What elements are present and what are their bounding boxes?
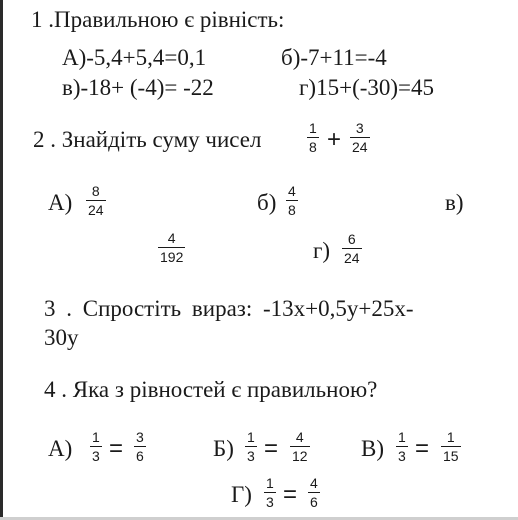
left-edge-shadow	[0, 0, 3, 520]
fraction-bar	[350, 137, 370, 138]
denominator: 12	[292, 448, 308, 465]
numerator: 1	[92, 429, 100, 445]
numerator: 8	[91, 183, 100, 199]
q4-option-a-label: А)	[48, 436, 73, 461]
q4-option-a-left-fraction	[90, 429, 102, 464]
denominator: 3	[92, 448, 100, 465]
plus-sign: +	[327, 126, 342, 153]
equals-sign: =	[415, 435, 430, 462]
q4-title: 4 . Яка з рівностей є правильною?	[44, 377, 378, 402]
q4-option-d-right-fraction	[308, 475, 320, 510]
equals-sign: =	[283, 481, 298, 508]
numerator: 3	[355, 120, 364, 136]
q2-option-d-label: г)	[313, 238, 331, 263]
numerator: 4	[295, 429, 304, 445]
q2-title: 2 . Знайдіть суму чисел	[33, 127, 262, 152]
q2-option-c-label: в)	[445, 190, 464, 215]
numerator: 4	[310, 475, 318, 491]
fraction-bar	[290, 446, 310, 447]
fraction-bar	[307, 137, 319, 138]
q1-option-a: А)-5,4+5,4=0,1	[62, 45, 207, 70]
q2-fraction-1	[307, 120, 319, 155]
fraction-bar	[286, 200, 298, 201]
numerator: 1	[398, 429, 406, 445]
q4-option-c-right-fraction	[441, 429, 461, 464]
q1-option-c: в)-18+ (-4)= -22	[62, 75, 214, 100]
denominator: 24	[88, 202, 104, 219]
fraction-bar	[264, 492, 276, 493]
q2-option-a-label: А)	[48, 190, 73, 215]
fraction-bar	[308, 492, 320, 493]
fraction-bar	[441, 446, 461, 447]
fraction-bar	[90, 446, 102, 447]
denominator: 6	[136, 448, 144, 465]
q3-line-2: 30у	[44, 325, 79, 350]
fraction-bar	[134, 446, 146, 447]
fraction-bar	[86, 200, 106, 201]
denominator: 6	[310, 494, 318, 511]
denominator: 3	[266, 494, 274, 511]
denominator: 192	[160, 249, 184, 266]
numerator: 4	[288, 183, 296, 199]
denominator: 8	[309, 139, 317, 156]
denominator: 3	[398, 448, 406, 465]
q4-option-b-right-fraction	[290, 429, 310, 464]
q4-option-d-label: Г)	[231, 482, 252, 507]
denominator: 3	[247, 448, 255, 465]
fraction-bar	[245, 446, 257, 447]
q2-option-b-fraction	[286, 183, 298, 218]
denominator: 8	[288, 202, 296, 219]
q2-option-d-fraction	[342, 231, 362, 266]
numerator: 1	[309, 120, 317, 136]
q4-option-a-right-fraction	[134, 429, 146, 464]
numerator: 3	[136, 429, 144, 445]
numerator: 1	[446, 429, 455, 445]
equals-sign: =	[264, 435, 279, 462]
denominator: 24	[352, 139, 368, 156]
numerator: 1	[247, 429, 255, 445]
q1-title: 1 .Правильною є рівність:	[31, 7, 285, 32]
fraction-bar	[396, 446, 408, 447]
q4-option-b-left-fraction	[245, 429, 257, 464]
numerator: 1	[266, 475, 274, 491]
numerator: 6	[347, 231, 356, 247]
q1-option-b: б)-7+11=-4	[281, 45, 387, 70]
numerator: 4	[167, 230, 176, 246]
q2-option-c-fraction	[158, 230, 185, 265]
q4-option-c-label: В)	[361, 436, 384, 461]
q1-option-d: г)15+(-30)=45	[299, 75, 435, 100]
equals-sign: =	[109, 435, 124, 462]
fraction-bar	[342, 248, 362, 249]
q2-fraction-2	[350, 120, 370, 155]
q4-option-c-left-fraction	[396, 429, 408, 464]
fraction-bar	[158, 247, 185, 248]
q3-line-1: 3 . Спростіть вираз: -13х+0,5у+25х-	[44, 296, 414, 321]
q4-option-d-left-fraction	[264, 475, 276, 510]
q2-option-b-label: б)	[257, 190, 277, 215]
denominator: 15	[443, 448, 459, 465]
denominator: 24	[344, 250, 360, 267]
q4-option-b-label: Б)	[213, 436, 234, 461]
q2-option-a-fraction	[86, 183, 106, 218]
